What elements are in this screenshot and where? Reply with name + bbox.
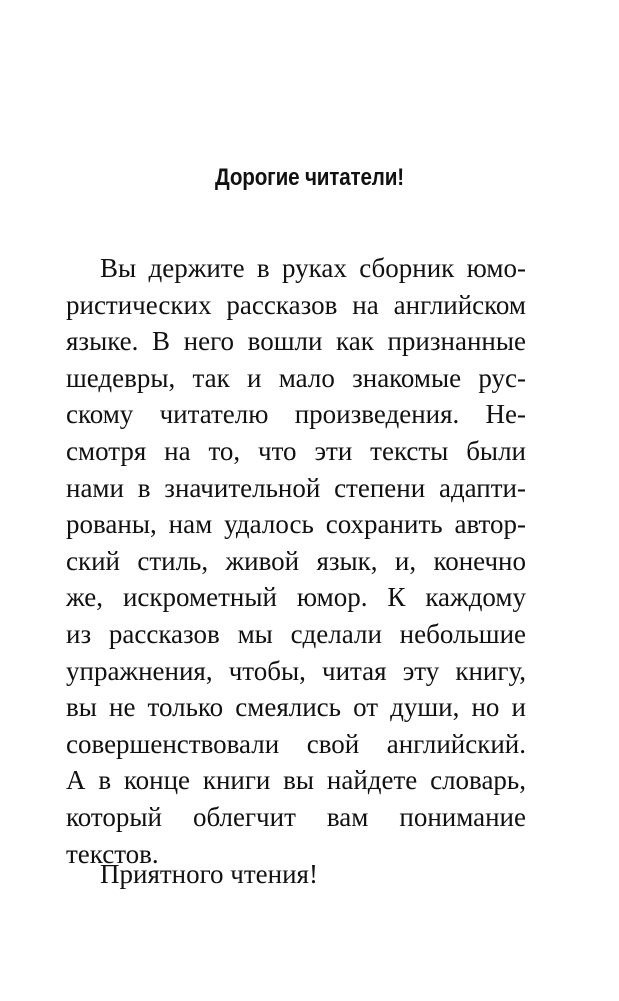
paragraph-line: скому читателю произведения. Не- — [66, 399, 526, 430]
paragraph-line: нами в значительной степени адапти- — [66, 472, 526, 503]
body-paragraph — [66, 250, 526, 872]
paragraph-line: языке. В него вошли как признанные — [66, 326, 526, 357]
paragraph-line: текстов. — [66, 838, 159, 869]
page-title: Дорогие читатели! — [215, 164, 404, 191]
closing-line: Приятного чтения! — [100, 859, 318, 889]
paragraph-line: же, искрометный юмор. К каждому — [66, 582, 526, 613]
paragraph-line: упражнения, чтобы, читая эту книгу, — [66, 655, 526, 686]
paragraph-line: совершенствовали свой английский. — [66, 728, 526, 759]
paragraph-line: который облегчит вам понимание — [66, 801, 526, 832]
paragraph-line: А в конце книги вы найдете словарь, — [66, 765, 526, 796]
paragraph-line: смотря на то, что эти тексты были — [66, 435, 526, 466]
paragraph-line: вы не только смеялись от души, но и — [66, 692, 526, 723]
paragraph-line: рованы, нам удалось сохранить автор- — [66, 509, 526, 540]
paragraph-line: шедевры, так и мало знакомые рус- — [66, 362, 526, 393]
paragraph-line: из рассказов мы сделали небольшие — [66, 618, 526, 649]
paragraph-line: Вы держите в руках сборник юмо- — [100, 253, 526, 283]
paragraph-line: ристических рассказов на английском — [66, 289, 526, 320]
paragraph-line: ский стиль, живой язык, и, конечно — [66, 545, 526, 576]
